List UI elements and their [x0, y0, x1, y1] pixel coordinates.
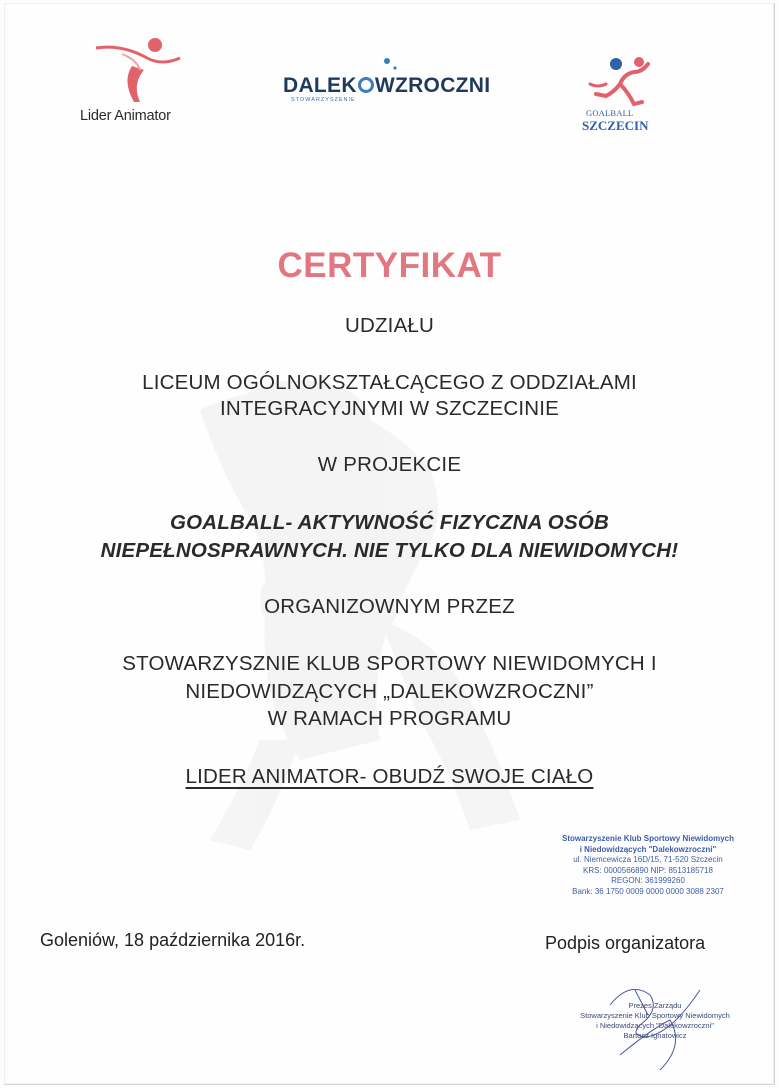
szczecin-text: SZCZECIN — [582, 118, 649, 133]
organization-stamp — [538, 834, 758, 897]
participation-line: UDZIAŁU — [344, 314, 435, 337]
dalekowzroczni-wordmark — [283, 74, 490, 98]
dalekowzroczni-subtitle: STOWARZYSZENIE — [291, 97, 356, 103]
dal-part2: WZROCZNI — [374, 74, 491, 97]
goalball-szczecin-logo — [576, 54, 676, 134]
project-name-line-1: GOALBALL- AKTYWNOŚĆ FIZYCZNA OSÓB — [170, 511, 609, 534]
program-line: W RAMACH PROGRAMU — [267, 707, 512, 730]
stamp-name-2: i Niedowidzących "Dalekowzroczni" — [579, 844, 717, 854]
sig-org-2: i Niedowidzących "Dalekowzroczni" — [596, 1021, 714, 1030]
lider-animator-logo — [70, 36, 210, 131]
stamp-name-1: Stowarzyszenie Klub Sportowy Niewidomych — [561, 834, 735, 843]
date-place: Goleniów, 18 października 2016r. — [40, 930, 306, 950]
stamp-regon: REGON: 361999260 — [611, 876, 685, 885]
program-name — [0, 762, 779, 791]
certificate-title: CERTYFIKAT — [277, 246, 502, 285]
stamp-bank: Bank: 36 1750 0009 0000 0000 3088 2307 — [572, 886, 724, 896]
signature-label: Podpis organizatora — [545, 933, 706, 953]
school-line-1: LICEUM OGÓLNOKSZTAŁCĄCEGO Z ODDZIAŁAMI — [142, 371, 637, 394]
o-ring-icon — [358, 77, 374, 93]
in-project-line: W PROJEKCIE — [317, 453, 462, 476]
lider-figure-icon — [92, 36, 192, 106]
sig-role: Prezes Zarządu — [628, 1001, 682, 1010]
school-line-2: INTEGRACYJNYMI W SZCZECINIE — [219, 397, 560, 420]
project-name-line-2: NIEPEŁNOSPRAWNYCH. NIE TYLKO DLA NIEWIDOMYCH! — [100, 539, 679, 562]
goalball-player-icon — [576, 54, 666, 110]
goalball-text: GOALBALL — [586, 108, 634, 118]
program-name-text: LIDER ANIMATOR- OBUDŹ SWOJE CIAŁO — [185, 765, 594, 788]
organizer-line-1: STOWARZYSZNIE KLUB SPORTOWY NIEWIDOMYCH I — [122, 652, 657, 675]
dots-icon — [375, 56, 405, 76]
stamp-address: ul. Niemcewicza 16D/15, 71-520 Szczecin — [573, 855, 723, 864]
sig-person: Bartosz Ignatowicz — [623, 1031, 687, 1040]
organizer-line-2: NIEDOWIDZĄCYCH „DALEKOWZROCZNI” — [185, 680, 594, 703]
stamp-krs-nip: KRS: 0000566890 NIP: 8513185718 — [583, 865, 713, 875]
signature-stamp — [560, 1001, 750, 1041]
dalekowzroczni-logo — [283, 56, 508, 116]
lider-animator-text: Lider Animator — [80, 108, 171, 124]
organized-by-line: ORGANIZOWNYM PRZEZ — [264, 595, 515, 618]
sig-org-1: Stowarzyszenie Klub Sportowy Niewidomych — [580, 1011, 730, 1020]
dal-part1: DALEK — [283, 74, 357, 97]
